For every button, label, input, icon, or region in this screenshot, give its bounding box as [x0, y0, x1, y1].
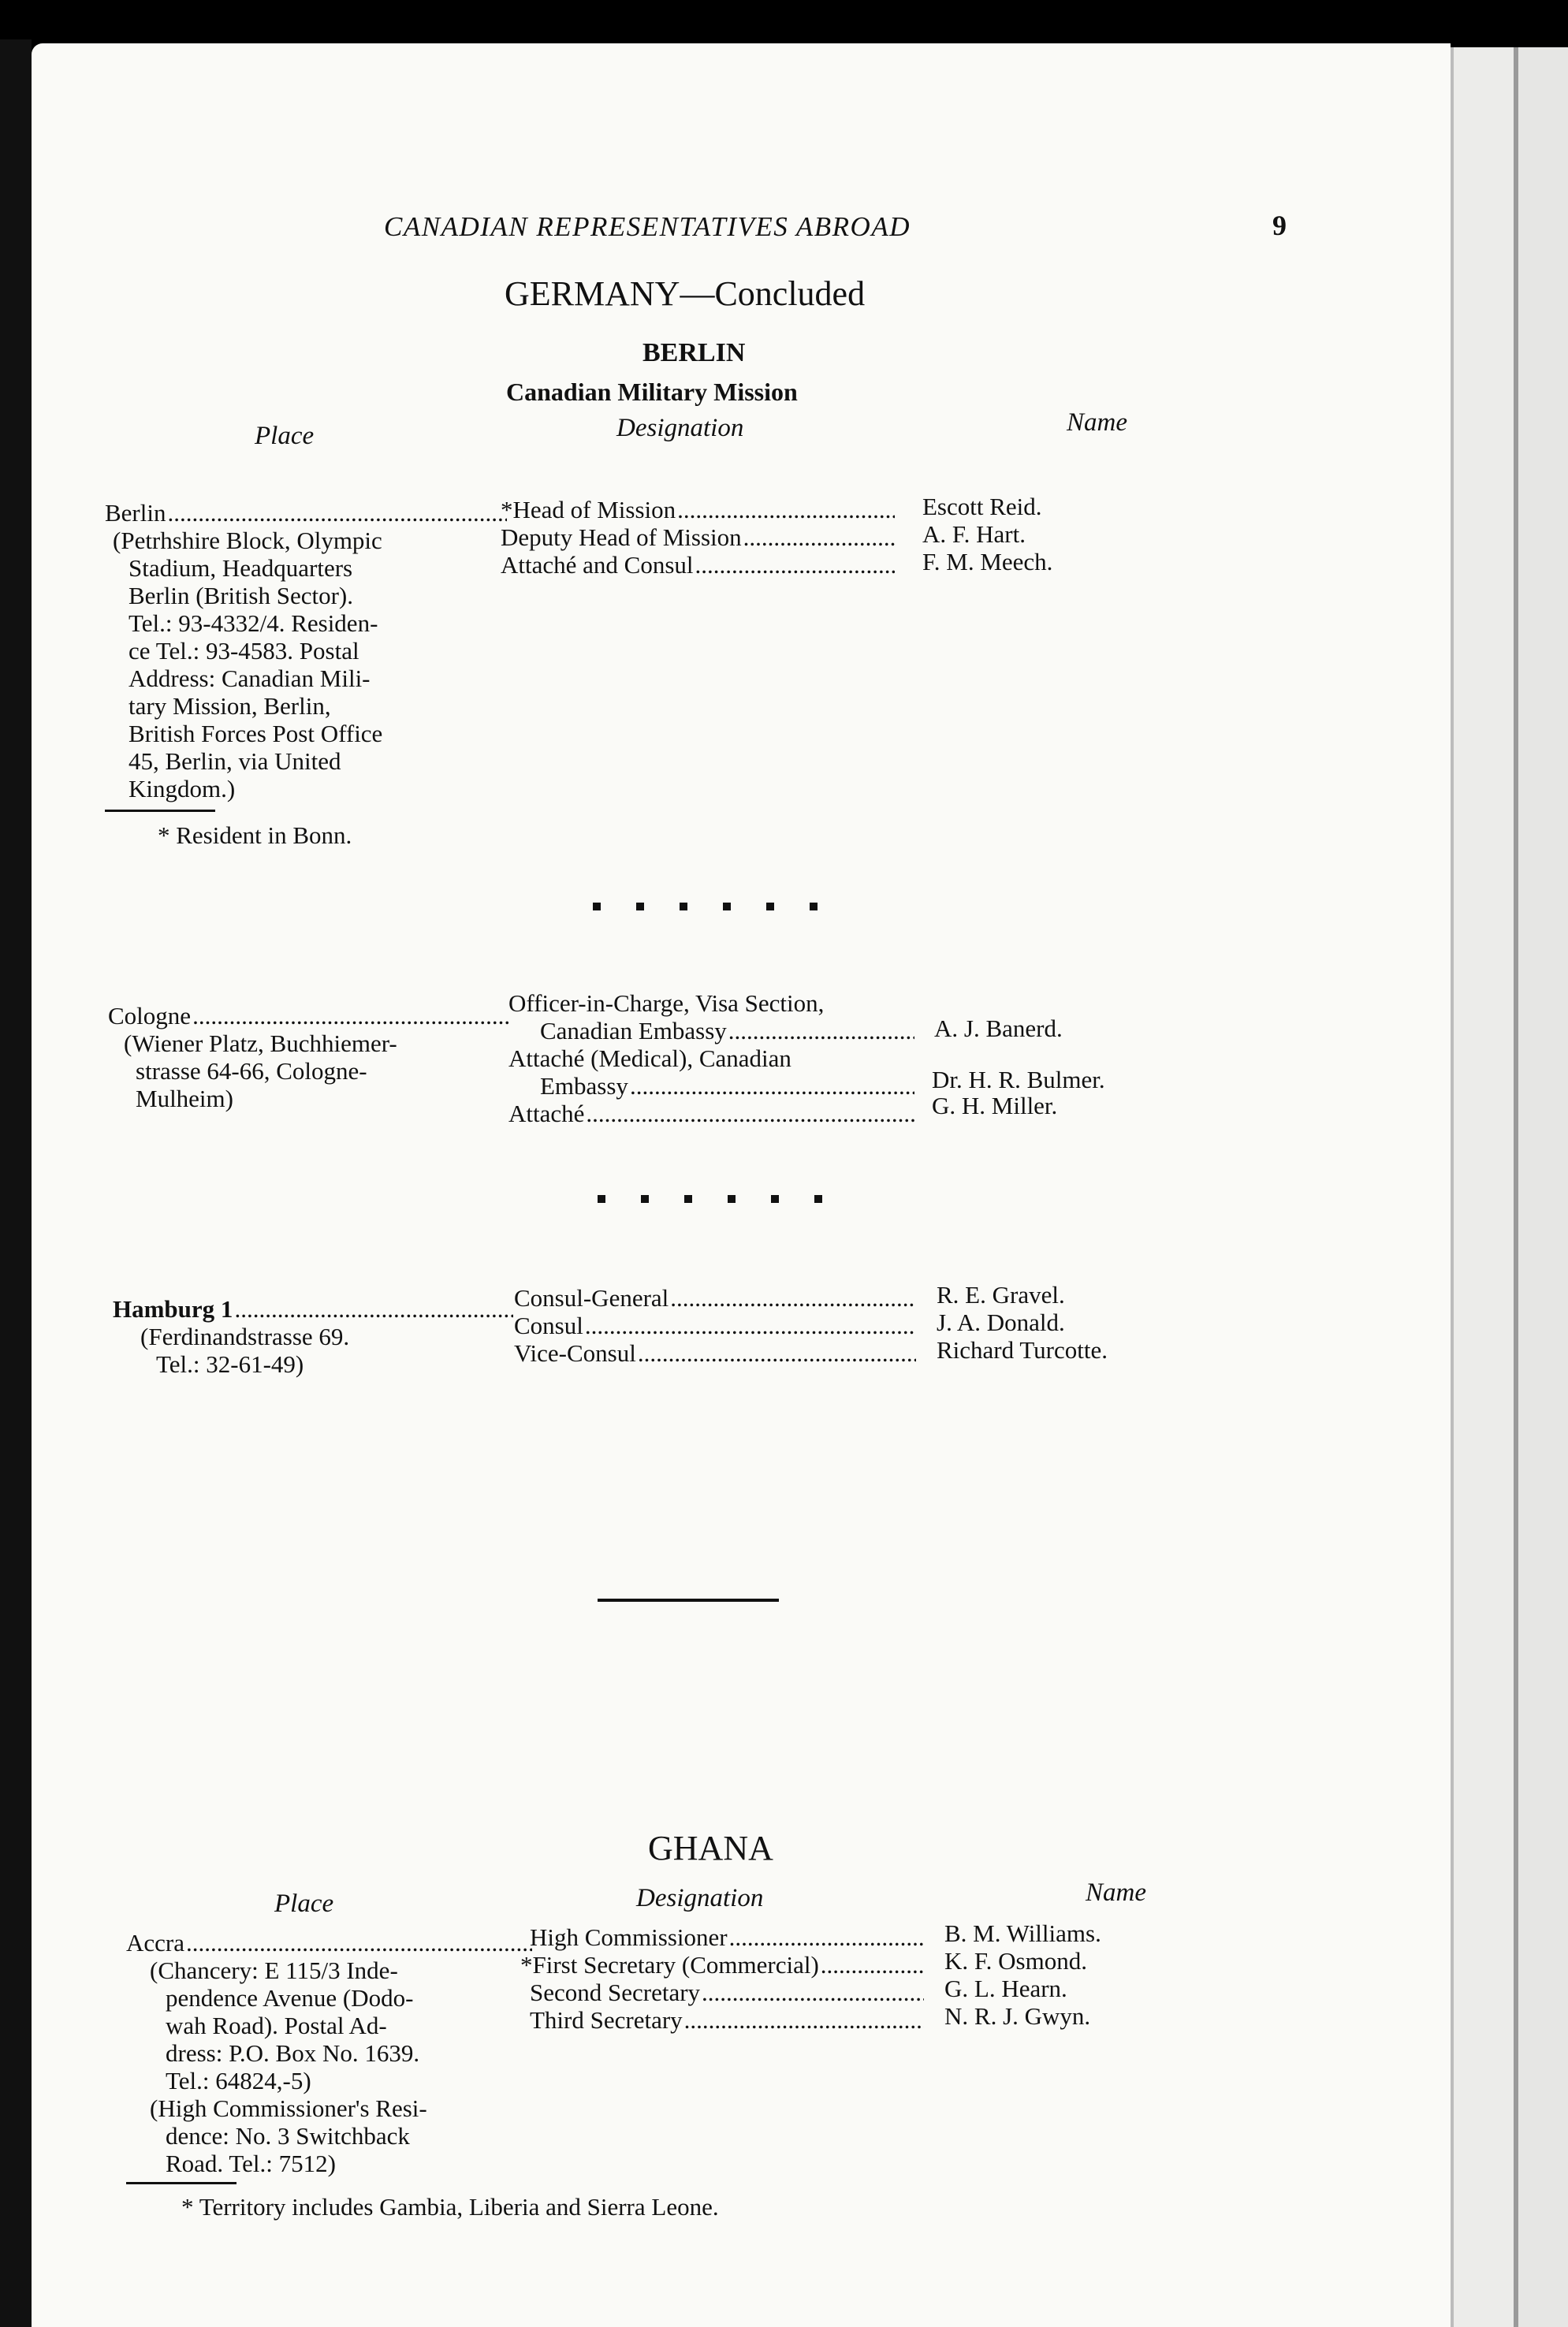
- running-title: CANADIAN REPRESENTATIVES ABROAD: [384, 211, 911, 242]
- column-header-designation: Designation: [616, 414, 744, 442]
- designation: *First Secretary (Commercial): [520, 1951, 819, 1979]
- place-name: Berlin: [105, 499, 166, 527]
- place-name: Cologne: [108, 1002, 192, 1029]
- designation: Attaché (Medical), Canadian: [508, 1044, 791, 1072]
- designation: Embassy: [540, 1072, 628, 1100]
- person-name: B. M. Williams.: [944, 1919, 1101, 1947]
- berlin-names: [922, 493, 1052, 575]
- section-divider-rule: [598, 1599, 779, 1602]
- designation: Vice-Consul: [514, 1339, 636, 1367]
- place-entry-accra: [126, 1929, 532, 2177]
- designation: Deputy Head of Mission: [501, 523, 742, 551]
- column-header-name: Name: [1067, 408, 1127, 437]
- book-page: [32, 43, 1451, 2327]
- person-name: F. M. Meech.: [922, 548, 1053, 575]
- place-entry-cologne: [108, 1002, 510, 1112]
- accra-designations: [520, 1923, 924, 2034]
- page-number: 9: [1272, 210, 1287, 241]
- designation: Consul-General: [514, 1284, 669, 1312]
- person-name: K. F. Osmond.: [944, 1947, 1087, 1975]
- footnote-berlin: * Resident in Bonn.: [158, 821, 352, 849]
- designation: Third Secretary: [530, 2006, 683, 2034]
- hamburg-names: [937, 1281, 1108, 1364]
- column-header-name: Name: [1086, 1878, 1146, 1907]
- person-name: G. L. Hearn.: [944, 1975, 1067, 2002]
- designation: Consul: [514, 1312, 583, 1339]
- column-header-place: Place: [274, 1890, 334, 1918]
- hamburg-designations: [514, 1284, 916, 1367]
- mission-heading: Canadian Military Mission: [506, 378, 798, 406]
- accra-names: [944, 1919, 1101, 2030]
- designation: Attaché: [508, 1100, 585, 1127]
- hamburg-address: (Ferdinandstrasse 69. Tel.: 32-61-49): [140, 1323, 350, 1378]
- section-title-ghana: GHANA: [648, 1829, 773, 1867]
- person-name: Escott Reid.: [922, 493, 1042, 520]
- designation: *Head of Mission: [501, 496, 676, 523]
- person-name: J. A. Donald.: [937, 1309, 1065, 1336]
- footnote-ghana: * Territory includes Gambia, Liberia and Sierra Leone.: [181, 2193, 719, 2221]
- cologne-name-3: G. H. Miller.: [932, 1092, 1058, 1119]
- place-entry-berlin: [105, 499, 507, 802]
- berlin-designations: [501, 496, 895, 579]
- cologne-name-1: A. J. Banerd.: [934, 1015, 1063, 1042]
- cologne-address: (Wiener Platz, Buchhiemer- strasse 64-66, Cologne- Mulheim): [124, 1029, 397, 1112]
- designation: Officer-in-Charge, Visa Section,: [508, 989, 825, 1017]
- footnote-rule: [126, 2182, 237, 2184]
- designation: Canadian Embassy: [540, 1017, 727, 1044]
- column-header-designation: Designation: [636, 1884, 764, 1912]
- page-left-shadow: [0, 39, 32, 2327]
- place-name: Hamburg 1: [113, 1295, 233, 1323]
- section-separator-bullets: [593, 900, 853, 914]
- column-header-place: Place: [255, 422, 315, 450]
- cologne-designations: [508, 989, 914, 1127]
- section-separator-bullets: [598, 1193, 858, 1207]
- person-name: R. E. Gravel.: [937, 1281, 1065, 1309]
- cologne-name-2: Dr. H. R. Bulmer.: [932, 1066, 1105, 1093]
- designation: Second Secretary: [530, 1979, 701, 2006]
- section-title-germany: GERMANY—Concluded: [505, 274, 866, 313]
- person-name: N. R. J. Gwyn.: [944, 2002, 1091, 2030]
- designation: Attaché and Consul: [501, 551, 694, 579]
- footnote-rule: [105, 810, 215, 812]
- designation: High Commissioner: [530, 1923, 728, 1951]
- accra-address: (Chancery: E 115/3 Inde- pendence Avenue (Dodo- wah Road). Postal Ad- dress: P.O. Box No. 1639. Tel.: 64824,-5) (High Commissioner's Resi- dence: No. 3 Switchback Road. Tel.: 7512): [150, 1957, 427, 2177]
- place-name: Accra: [126, 1929, 184, 1957]
- person-name: Richard Turcotte.: [937, 1336, 1108, 1364]
- city-heading-berlin: BERLIN: [642, 338, 746, 367]
- berlin-address: (Petrhshire Block, Olympic Stadium, Headquarters Berlin (British Sector). Tel.: 93-4332/4. Residen- ce Tel.: 93-4583. Postal Address: Canadian Mili- tary Mission, Berlin, British Forces Post Office 45, Berlin, via United Kingdom.): [113, 527, 383, 802]
- person-name: A. F. Hart.: [922, 520, 1026, 548]
- place-entry-hamburg: [113, 1295, 513, 1378]
